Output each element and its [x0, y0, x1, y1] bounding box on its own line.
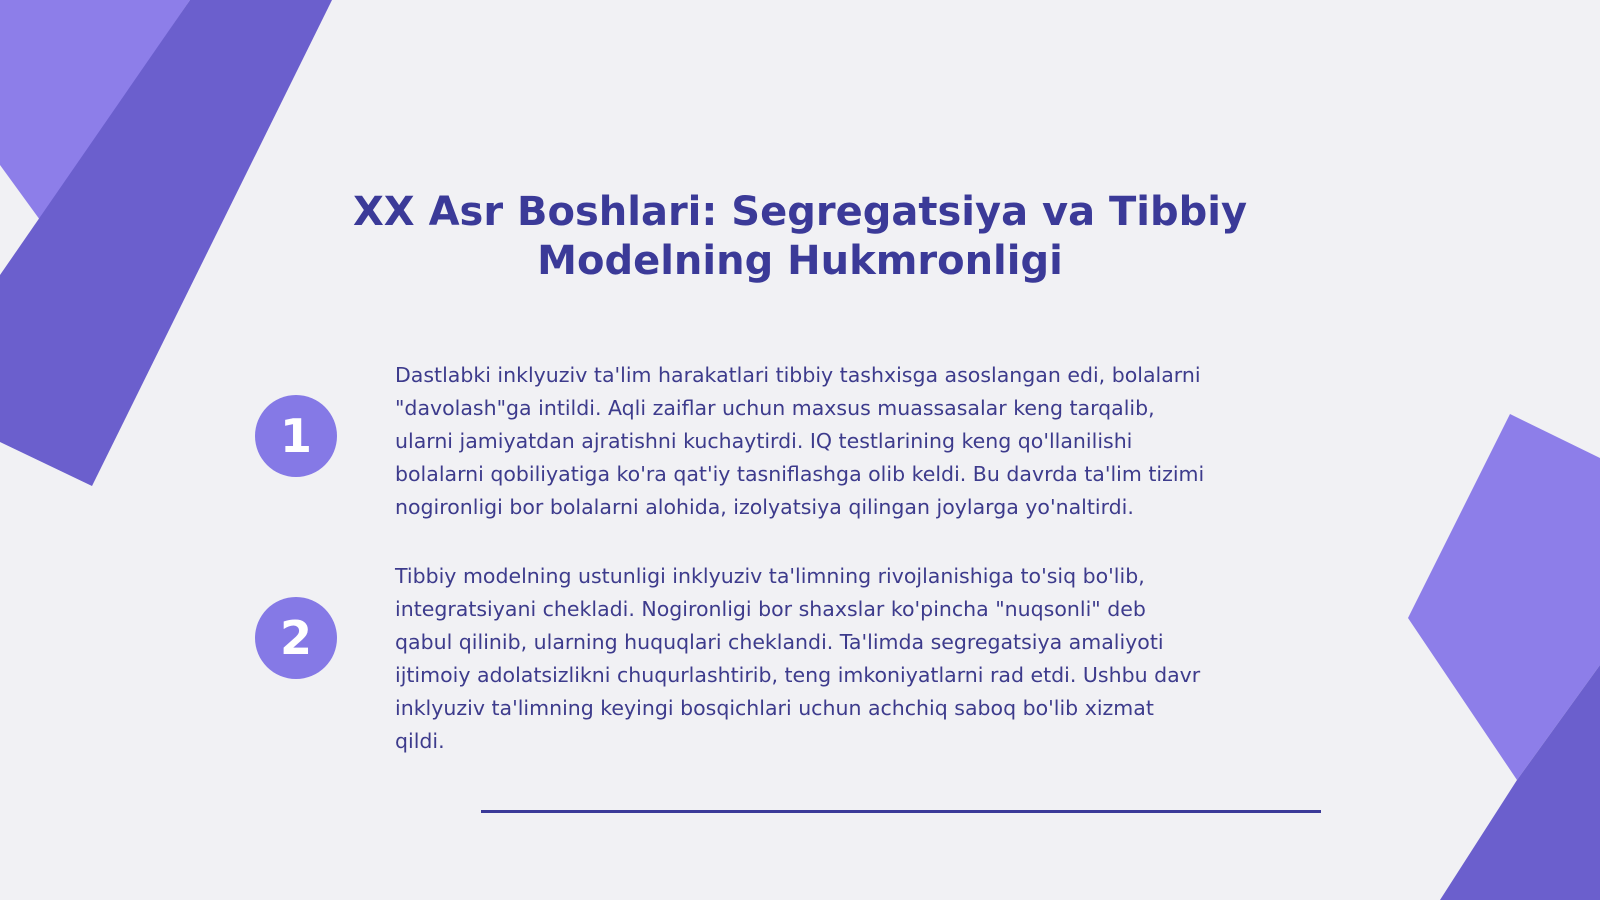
bottom-divider	[481, 810, 1321, 813]
number-badge	[255, 597, 337, 679]
point-text: Tibbiy modelning ustunligi inklyuziv ta'limning rivojlanishiga to'siq bo'lib, integratsiyani chekladi. Nogironligi bor shaxslar ko'pincha "nuqsonli" deb qabul qilinib, ularning huquqlari cheklandi. Ta'limda segregatsiya amaliyoti ijtimoiy adolatsizlikni chuqurlashtirib, teng imkoniyatlarni rad etdi. Ushbu davr inklyuziv ta'limning keyingi bosqichlari uchun achchiq saboq bo'lib xizmat qildi.	[395, 564, 1201, 753]
point-text: Dastlabki inklyuziv ta'lim harakatlari tibbiy tashxisga asoslangan edi, bolalarni "davolash"ga intildi. Aqli zaiflar uchun maxsus muassasalar keng tarqalib, ularni jamiyatdan ajratishni kuchaytirdi. IQ testlarining keng qo'llanilishi bolalarni qobiliyatiga ko'ra qat'iy tasniflashga olib keldi. Bu davrda ta'lim tizimi nogironligi bor bolalarni alohida, izolyatsiya qilingan joylarga yo'naltirdi.	[395, 363, 1205, 519]
number-badge-label: 2	[279, 611, 312, 665]
number-badge-label: 1	[279, 409, 312, 463]
slide-title-line-2: Modelning Hukmronligi	[537, 238, 1063, 284]
slide-title-line-1: XX Asr Boshlari: Segregatsiya va Tibbiy	[352, 189, 1248, 235]
slide-title	[300, 188, 1300, 286]
number-badge	[255, 395, 337, 477]
